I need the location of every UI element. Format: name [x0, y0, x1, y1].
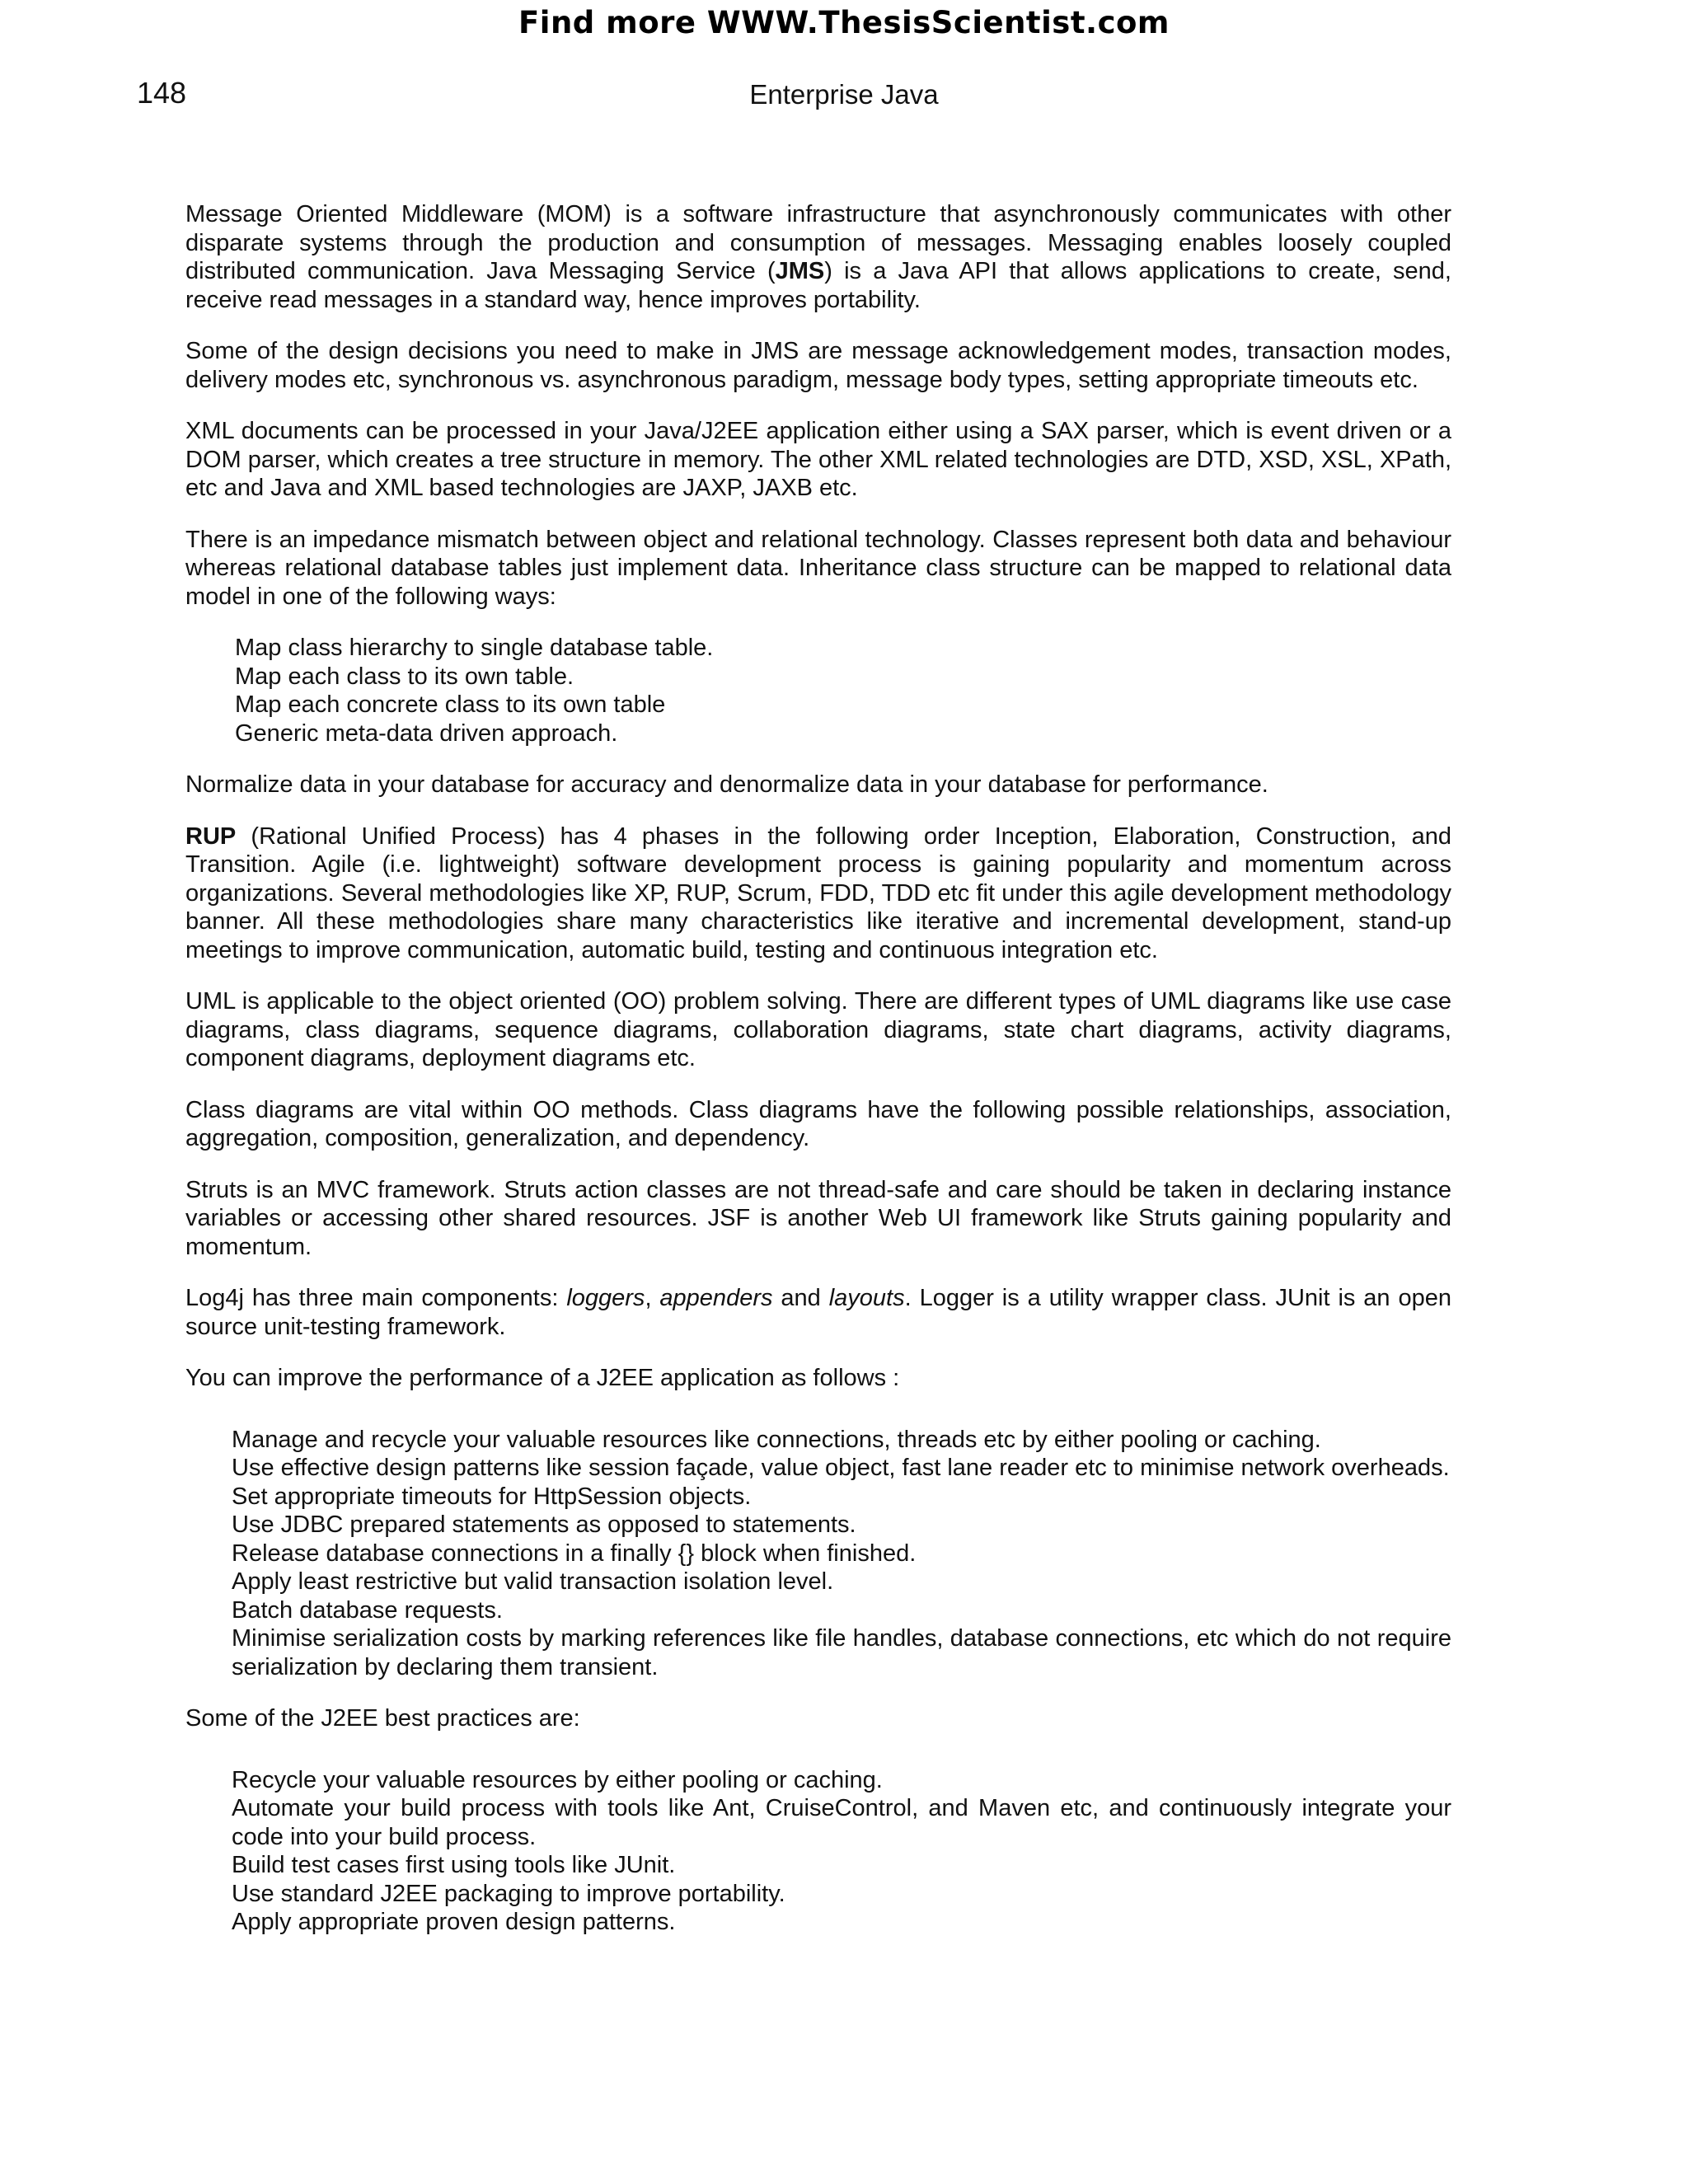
paragraph-best-practices-intro: Some of the J2EE best practices are: — [185, 1705, 580, 1732]
list-item: Use effective design patterns like session façade, value object, fast lane reader etc to minimise network overheads. — [232, 1455, 1450, 1481]
list-item: Automate your build process with tools like Ant, CruiseControl, and Maven etc, and continuously integrate your code into your build process. — [232, 1795, 1451, 1850]
rup-term: RUP — [185, 823, 237, 850]
paragraph-mom — [185, 200, 1451, 314]
mom-text-pre: Message Oriented Middleware (MOM) is a software infrastructure that asynchronously communicates with other disparate systems through the production and consumption of messages. Messaging enables loosely coupled distributed communication. Java Messaging Service ( — [185, 201, 1451, 284]
paragraph-xml: XML documents can be processed in your Java/J2EE application either using a SAX parser, which is event driven or a DOM parser, which creates a tree structure in memory. The other XML related technologies are DTD, XSD, XSL, XPath, etc and Java and XML based technologies are JAXP, JAXB etc. — [185, 418, 1451, 501]
running-title: Enterprise Java — [749, 79, 939, 110]
list-item: Apply least restrictive but valid transaction isolation level. — [232, 1568, 834, 1595]
appenders-term: appenders — [659, 1285, 773, 1311]
layouts-term: layouts — [828, 1285, 905, 1311]
list-item: Recycle your valuable resources by either pooling or caching. — [232, 1766, 883, 1793]
list-item: Map each concrete class to its own table — [235, 691, 666, 718]
mom-text-post: ) is a Java API that allows applications to create, send, receive read messages in a standard way, hence improves portability. — [185, 258, 1451, 313]
list-item: Set appropriate timeouts for HttpSession objects. — [232, 1483, 752, 1510]
list-item: Map each class to its own table. — [235, 663, 574, 690]
jms-term: JMS — [775, 258, 825, 284]
log4j-separator: , — [645, 1285, 660, 1311]
site-banner: Find more WWW.ThesisScientist.com — [518, 5, 1170, 40]
page-number: 148 — [137, 76, 187, 110]
list-item: Use standard J2EE packaging to improve portability. — [232, 1880, 785, 1907]
page-body — [185, 200, 1451, 1960]
list-item: Release database connections in a finally {} block when finished. — [232, 1540, 917, 1567]
list-item: Map class hierarchy to single database table. — [235, 635, 714, 661]
list-item: Generic meta-data driven approach. — [235, 719, 618, 747]
paragraph-impedance: There is an impedance mismatch between object and relational technology. Classes represent both data and behaviour whereas relational database tables just implement data. Inheritance class structure can be mapped to relational data model in one of the following ways: — [185, 526, 1451, 610]
loggers-term: loggers — [566, 1285, 645, 1311]
list-item: Batch database requests. — [232, 1596, 503, 1624]
paragraph-log4j — [185, 1284, 1451, 1341]
mapping-list — [185, 634, 1451, 748]
rup-text: (Rational Unified Process) has 4 phases in the following order Inception, Elaboration, Construction, and Transition. Agile (i.e. lightweight) software development process is gaining popularity and momentum across organizations. Several methodologies like XP, RUP, Scrum, FDD, TDD etc fit under this agile development methodology banner. All these methodologies share many characteristics like iterative and incremental development, stand-up meetings to improve communication, automatic build, testing and continuous integration etc. — [185, 823, 1451, 963]
log4j-separator: and — [772, 1285, 829, 1311]
paragraph-struts: Struts is an MVC framework. Struts action classes are not thread-safe and care should be taken in declaring instance variables or accessing other shared resources. JSF is another Web UI framework like Struts gaining popularity and momentum. — [185, 1176, 1451, 1260]
paragraph-jms-design: Some of the design decisions you need to make in JMS are message acknowledgement modes, transaction modes, delivery modes etc, synchronous vs. asynchronous paradigm, message body types, setting appropriate timeouts etc. — [185, 338, 1451, 393]
log4j-text-pre: Log4j has three main components: — [185, 1285, 567, 1311]
performance-list — [185, 1426, 1451, 1682]
list-item: Minimise serialization costs by marking references like file handles, database connections, etc which do not require serialization by declaring them transient. — [232, 1625, 1451, 1680]
list-item: Build test cases first using tools like JUnit. — [232, 1852, 676, 1878]
paragraph-class-diagrams: Class diagrams are vital within OO methods. Class diagrams have the following possible relationships, association, aggregation, composition, generalization, and dependency. — [185, 1096, 1451, 1151]
list-item: Manage and recycle your valuable resources like connections, threads etc by either pooling or caching. — [232, 1426, 1321, 1453]
log4j-text-post: . Logger is a utility wrapper class. JUnit is an open source unit-testing framework. — [185, 1285, 1451, 1340]
list-item: Use JDBC prepared statements as opposed to statements. — [232, 1511, 856, 1538]
paragraph-uml: UML is applicable to the object oriented (OO) problem solving. There are different types of UML diagrams like use case diagrams, class diagrams, sequence diagrams, collaboration diagrams, state chart diagrams, activity diagrams, component diagrams, deployment diagrams etc. — [185, 988, 1451, 1071]
best-practices-list — [185, 1766, 1451, 1937]
list-item: Apply appropriate proven design patterns. — [232, 1909, 676, 1935]
paragraph-normalize: Normalize data in your database for accuracy and denormalize data in your database for performance. — [185, 771, 1268, 798]
paragraph-rup — [185, 823, 1451, 965]
paragraph-performance-intro: You can improve the performance of a J2EE application as follows : — [185, 1365, 900, 1391]
